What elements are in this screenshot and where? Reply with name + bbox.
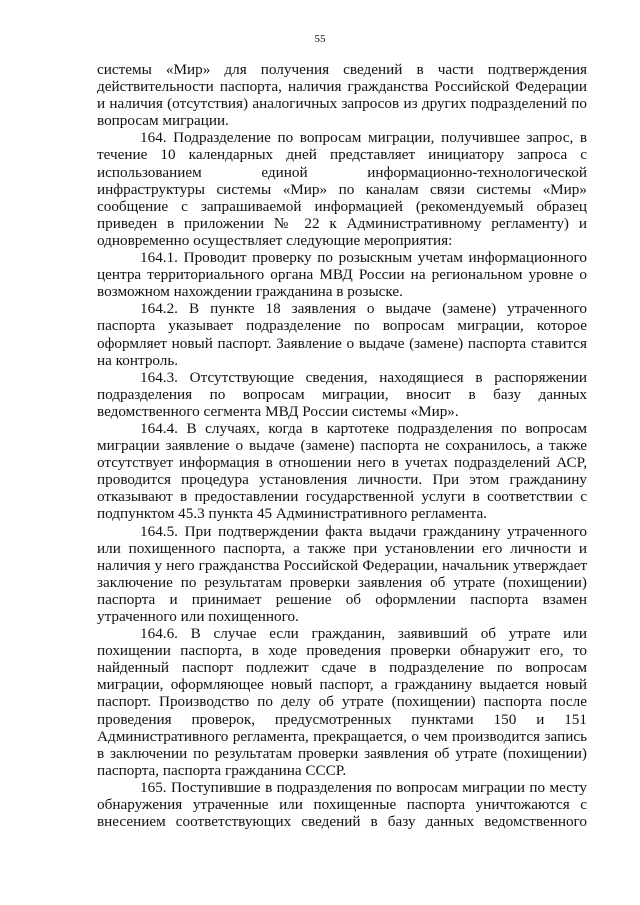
paragraph-164-3: 164.3. Отсутствующие сведения, находящиеся в распоряжении подразделения по вопросам миграции, вносит в базу данных ведомственного сегмента МВД России системы «Мир». bbox=[97, 368, 587, 420]
paragraph-continuation: системы «Мир» для получения сведений в части подтверждения действительности паспорта, наличия гражданства Российской Федерации и наличия (отсутствия) аналогичных запросов из других подразделений по вопросам миграции. bbox=[97, 61, 587, 130]
paragraph-165: 165. Поступившие в подразделения по вопросам миграции по месту обнаружения утраченные или похищенные паспорта уничтожаются с внесением соответствующих сведений в базу данных ведомственного bbox=[97, 778, 587, 831]
paragraph-164: 164. Подразделение по вопросам миграции, получившее запрос, в течение 10 календарных дней представляет инициатору запроса с использованием единой информационно-технологической инфраструктуры системы «Мир» по каналам связи системы «Мир» сообщение с запрашиваемой информацией (рекомендуемый образец приведен в приложении № 22 к Административному регламенту) и одновременно осуществляет следующие мероприятия: bbox=[97, 129, 587, 249]
paragraph-164-2: 164.2. В пункте 18 заявления о выдаче (замене) утраченного паспорта указывает подразделение по вопросам миграции, которое оформляет новый паспорт. Заявление о выдаче (замене) паспорта ставится на контроль. bbox=[97, 300, 587, 369]
paragraph-164-1: 164.1. Проводит проверку по розыскным учетам информационного центра территориального органа МВД России на региональном уровне о возможном нахождении гражданина в розыске. bbox=[97, 249, 587, 301]
paragraph-164-6: 164.6. В случае если гражданин, заявивший об утрате или похищении паспорта, в ходе проведения проверки обнаружит его, то найденный паспорт подлежит сдаче в подразделение по вопросам миграции, оформляющее новый паспорт, а гражданину выдается новый паспорт. Производство по делу об утрате (похищении) паспорта после проведения проверок, предусмотренных пунктами 150 и 151 Административного регламента, прекращается, о чем производится запись в заключении по результатам проверки заявления об утрате (похищении) паспорта, паспорта гражданина СССР. bbox=[97, 625, 587, 779]
paragraph-164-5: 164.5. При подтверждении факта выдачи гражданину утраченного или похищенного паспорта, а также при установлении его личности и наличия у него гражданства Российской Федерации, начальник утверждает заключение по результатам проверки заявления об утрате (похищении) паспорта и принимает решение об оформлении паспорта взамен утраченного или похищенного. bbox=[97, 522, 587, 625]
paragraph-164-4: 164.4. В случаях, когда в картотеке подразделения по вопросам миграции заявление о выдаче (замене) паспорта не сохранилось, а также отсутствует информация в отношении него в учетах подразделений АСР, проводится процедура установления личности. При этом гражданину отказывают в предоставлении государственной услуги в соответствии с подпунктом 45.3 пункта 45 Административного регламента. bbox=[97, 419, 587, 523]
document-body bbox=[97, 61, 587, 830]
page-number: 55 bbox=[314, 33, 326, 45]
